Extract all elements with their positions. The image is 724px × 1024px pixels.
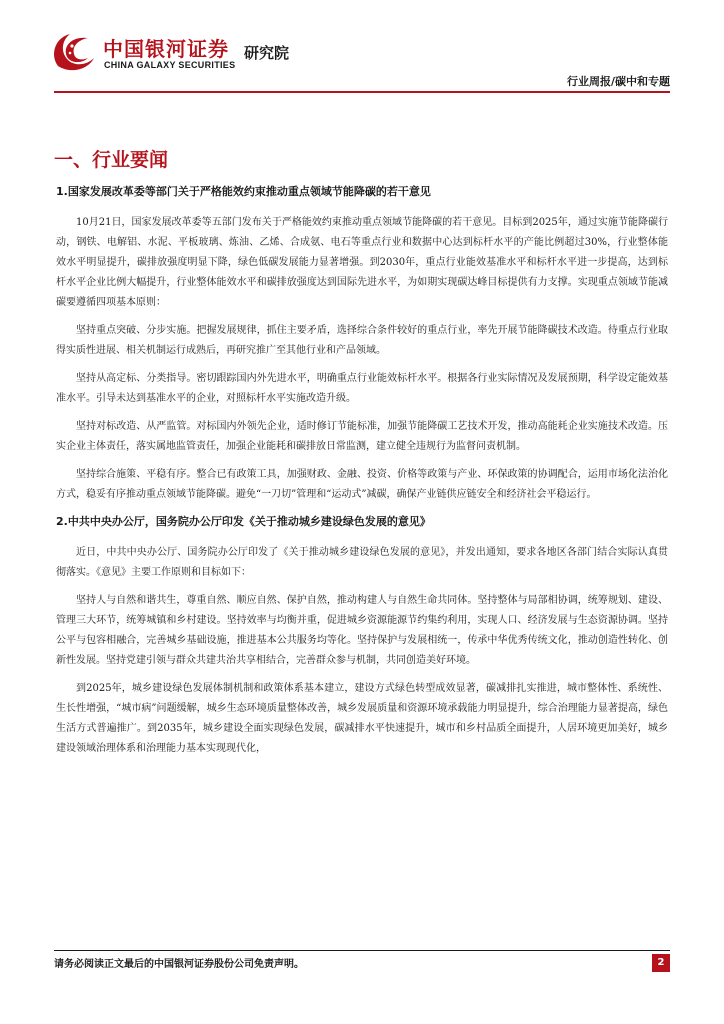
- galaxy-logo-icon: [48, 26, 100, 78]
- news-1-title: 1.国家发展改革委等部门关于严格能效约束推动重点领域节能降碳的若干意见: [56, 185, 431, 198]
- header-divider: [54, 91, 670, 93]
- page-number: 2: [652, 954, 670, 972]
- news-2-paragraph: 坚持人与自然和谐共生，尊重自然、顺应自然、保护自然，推动构建人与自然生命共同体。坚持整体与局部相协调，统筹规划、建设、管理三大环节，统筹城镇和乡村建设。坚持效率与均衡并重，促进城乡资源能源节约集约利用，实现人口、经济发展与生态资源协调。坚持公平与包容相融合，完善城乡基础设施，推进基本公共服务均等化。坚持保护与发展相统一，传承中华优秀传统文化，推动创造性转化、创新性发展。坚持党建引领与群众共建共治共享相结合，完善群众参与机制，共同创造美好环境。: [56, 595, 668, 666]
- section-title: 一、行业要闻: [54, 149, 169, 171]
- brand-name-cn: 中国银河证券: [103, 37, 229, 61]
- brand-name-en: CHINA GALAXY SECURITIES: [104, 60, 236, 70]
- page-header: [0, 0, 724, 96]
- news-2-title: 2.中共中央办公厅，国务院办公厅印发《关于推动城乡建设绿色发展的意见》: [56, 515, 431, 528]
- report-type-label: 行业周报/碳中和专题: [566, 75, 670, 88]
- institute-label: 研究院: [244, 44, 290, 62]
- footer-divider: [54, 950, 670, 951]
- news-2-paragraph: 到2025年，城乡建设绿色发展体制机制和政策体系基本建立，建设方式绿色转型成效显著，碳减排扎实推进，城市整体性、系统性、生长性增强，“城市病”问题缓解，城乡生态环境质量整体改善，城乡发展质量和资源环境承载能力明显提升，综合治理能力显著提高，绿色生活方式普遍推广。到2035年，城乡建设全面实现绿色发展，碳减排水平快速提升，城市和乡村品质全面提升，人居环境更加美好，城乡建设领域治理体系和治理能力基本实现现代化，: [56, 683, 668, 754]
- news-1-paragraph: 坚持重点突破、分步实施。把握发展规律，抓住主要矛盾，选择综合条件较好的重点行业，率先开展节能降碳技术改造。待重点行业取得实质性进展、相关机制运行成熟后，再研究推广至其他行业和产品领域。: [56, 325, 668, 356]
- news-2-paragraph: 近日，中共中央办公厅、国务院办公厅印发了《关于推动城乡建设绿色发展的意见》，并发出通知，要求各地区各部门结合实际认真贯彻落实。《意见》主要工作原则和目标如下：: [56, 547, 668, 578]
- main-content: [54, 145, 670, 767]
- news-1-paragraph: 坚持对标改造、从严监管。对标国内外领先企业，适时修订节能标准，加强节能降碳工艺技术开发，推动高能耗企业实施技术改造。压实企业主体责任，落实属地监管责任，加强企业能耗和碳排放日常监测，建立健全违规行为监督问责机制。: [56, 421, 668, 452]
- news-1-paragraph: 坚持从高定标、分类指导。密切跟踪国内外先进水平，明确重点行业能效标杆水平。根据各行业实际情况及发展预期，科学设定能效基准水平。引导未达到基准水平的企业，对照标杆水平实施改造升级。: [56, 373, 668, 404]
- news-1-paragraph: 10月21日，国家发展改革委等五部门发布关于严格能效约束推动重点领域节能降碳的若干意见。目标到2025年，通过实施节能降碳行动，钢铁、电解铝、水泥、平板玻璃、炼油、乙烯、合成氨、电石等重点行业和数据中心达到标杆水平的产能比例超过30%，行业整体能效水平明显提升，碳排放强度明显下降，绿色低碳发展能力显著增强。到2030年，重点行业能效基准水平和标杆水平进一步提高，达到标杆水平企业比例大幅提升，行业整体能效水平和碳排放强度达到国际先进水平，为如期实现碳达峰目标提供有力支撑。实现重点领域节能减碳要遵循四项基本原则：: [56, 217, 668, 308]
- news-1-paragraph: 坚持综合施策、平稳有序。整合已有政策工具，加强财政、金融、投资、价格等政策与产业、环保政策的协调配合，运用市场化法治化方式，稳妥有序推动重点领域节能降碳。避免“一刀切”管理和“运动式”减碳，确保产业链供应链安全和经济社会平稳运行。: [56, 469, 668, 500]
- footer-disclaimer: 请务必阅读正文最后的中国银河证券股份公司免责声明。: [54, 959, 304, 970]
